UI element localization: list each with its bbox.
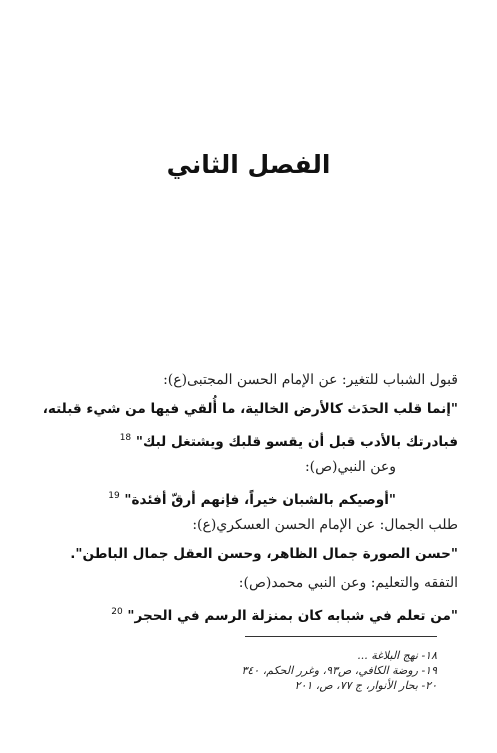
footnote: ١٨- نهج البلاغة ...	[357, 649, 437, 662]
quote-line: "حسن الصورة جمال الظاهر، وحسن العقل جمال الباطن".	[70, 546, 458, 562]
footnote-ref: 19	[108, 491, 120, 501]
footnote-divider	[245, 636, 437, 637]
attribution-line: وعن النبي(ص):	[304, 459, 396, 475]
quote-line: فبادرتك بالأدب قبل أن يقسو قلبك ويشتغل لبك" $^{18}$	[119, 433, 458, 450]
footnote: ٢٠- بحار الأنوار، ج ٧٧، ص، ٢٠١	[294, 679, 437, 692]
topic-line: قبول الشباب للتغير: عن الإمام الحسن المجتبى(ع):	[163, 372, 458, 388]
quote-line: "من تعلم في شبابه كان بمنزلة الرسم في الحجر" $^{20}$	[111, 607, 458, 624]
topic-line: التفقه والتعليم: وعن النبي محمد(ص):	[238, 575, 458, 591]
chapter-title: الفصل الثاني	[166, 150, 331, 179]
topic-line: طلب الجمال: عن الإمام الحسن العسكري(ع):	[192, 517, 458, 533]
footnote-ref: 18	[119, 433, 132, 443]
footnotes	[100, 648, 437, 693]
footnote-ref: 20	[111, 607, 123, 617]
quote-line: "إنما قلب الحدَث كالأرض الخالية، ما أُلقي فيها من شيء قبلته،	[42, 401, 458, 417]
quote-line: "أوصيكم بالشبان خيراً، فإنهم أرقّ أفئدة" $^{19}$	[108, 491, 396, 508]
footnote: ١٩- روضة الكافي، ص٩٣، وغرر الحكم، ٣٤٠	[241, 664, 437, 677]
body-text	[38, 366, 458, 627]
